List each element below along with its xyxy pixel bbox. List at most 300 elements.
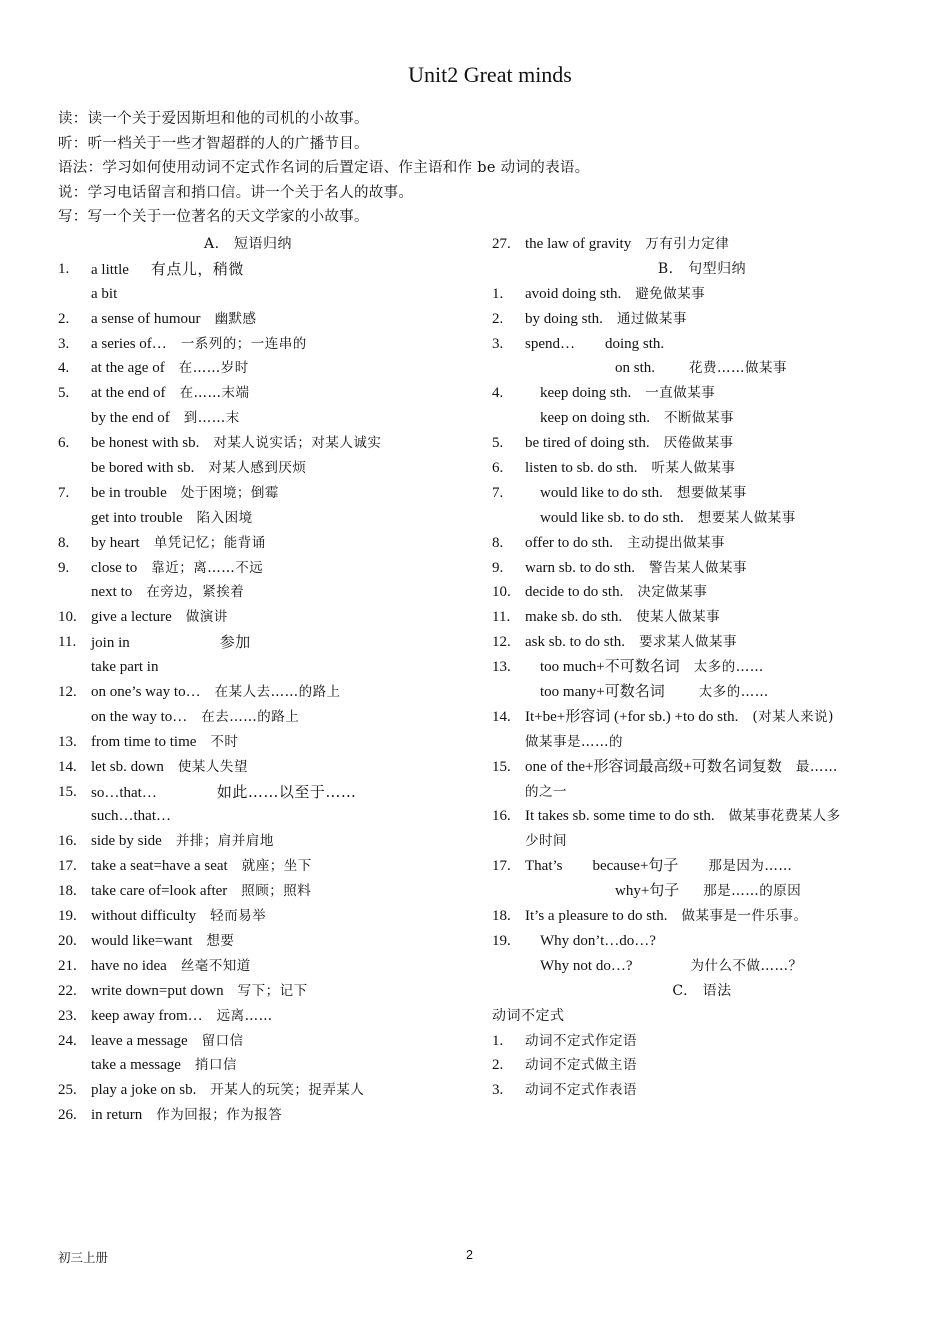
section-heading-text: B. 句型归纳 (657, 260, 747, 277)
english-phrase: on the way to… (91, 708, 188, 725)
item-number: 2. (58, 310, 70, 327)
phrase-row (58, 1029, 478, 1054)
chinese-meaning: 主动提出做某事 (627, 534, 726, 551)
phrase-row (58, 929, 478, 954)
phrase-body (525, 780, 567, 805)
item-number: 8. (58, 534, 70, 551)
section-heading (492, 257, 912, 282)
phrase-body (91, 655, 172, 680)
phrase-row (492, 1053, 912, 1078)
phrase-row (492, 605, 912, 630)
phrase-body (525, 829, 567, 854)
item-number: 3. (58, 335, 70, 352)
right-column (492, 232, 912, 1103)
phrase-row (58, 979, 478, 1004)
phrase-row (492, 879, 912, 904)
chinese-meaning: 开某人的玩笑；捉弄某人 (210, 1082, 365, 1099)
item-number: 6. (492, 460, 504, 477)
english-phrase: a series of… (91, 335, 167, 352)
item-number: 19. (58, 908, 77, 925)
phrase-body (91, 904, 266, 929)
phrase-row (58, 680, 478, 705)
english-phrase: spend… doing sth. (525, 335, 665, 352)
phrase-row (492, 755, 912, 780)
item-number: 21. (58, 957, 77, 974)
chinese-meaning: 到……末 (183, 410, 240, 427)
chinese-meaning: 做某事是一件乐事。 (681, 908, 808, 925)
footer-book-label: 初三上册 (58, 1250, 109, 1265)
phrase-body (525, 755, 838, 780)
chinese-meaning: 万有引力定律 (645, 236, 730, 252)
phrase-row (58, 1053, 478, 1078)
phrase-row (58, 381, 478, 406)
chinese-meaning: 如此……以至于…… (216, 782, 357, 801)
phrase-row (58, 580, 478, 605)
item-number: 6. (58, 435, 70, 452)
phrase-body (91, 307, 257, 332)
chinese-meaning: 动词不定式做主语 (525, 1057, 637, 1074)
phrase-row (58, 307, 478, 332)
item-number: 22. (58, 982, 77, 999)
phrase-body (525, 705, 834, 730)
phrase-row (492, 630, 912, 655)
chinese-meaning: 的之一 (525, 783, 567, 800)
item-number: 11. (58, 634, 77, 651)
phrase-row (58, 1004, 478, 1029)
phrase-body (525, 556, 747, 581)
phrase-row (58, 1078, 478, 1103)
english-phrase: one of the+形容词最高级+可数名词复数 (525, 758, 782, 775)
phrase-body (525, 929, 670, 954)
phrase-body (91, 804, 185, 829)
english-phrase: let sb. down (91, 758, 164, 775)
chinese-meaning: 在……末端 (179, 385, 250, 402)
phrase-row (58, 755, 478, 780)
chinese-meaning: 作为回报；作为报答 (156, 1107, 283, 1124)
chinese-meaning: 避免做某事 (635, 285, 706, 302)
phrase-row (492, 580, 912, 605)
phrase-row (58, 730, 478, 755)
item-number: 17. (492, 858, 511, 875)
phrase-body (91, 680, 341, 705)
english-phrase: next to (91, 584, 133, 601)
english-phrase: so…that… (91, 784, 157, 801)
chinese-meaning: 想要某人做某事 (697, 509, 796, 526)
item-number: 12. (492, 634, 511, 651)
chinese-meaning: 处于困境；倒霉 (180, 484, 279, 501)
phrase-body (91, 406, 240, 431)
section-heading-text: C. 语法 (672, 982, 732, 999)
phrase-row (492, 954, 912, 979)
phrase-body (525, 431, 734, 456)
english-phrase: Why not do…? (525, 957, 633, 974)
phrase-row (58, 506, 478, 531)
phrase-row (492, 531, 912, 556)
item-number: 8. (492, 534, 504, 551)
phrase-row (492, 332, 912, 357)
phrase-body (525, 630, 737, 655)
chinese-meaning: 为什么不做……？ (690, 957, 803, 974)
phrase-body (91, 1029, 244, 1054)
english-phrase: give a lecture (91, 609, 172, 626)
item-number: 1. (492, 285, 504, 302)
phrase-body (525, 680, 769, 705)
phrase-body (91, 506, 253, 531)
phrase-body (525, 282, 705, 307)
item-number: 18. (58, 883, 77, 900)
english-phrase: from time to time (91, 733, 197, 750)
intro-line-read: 读：读一个关于爱因斯坦和他的司机的小故事。 (58, 111, 369, 127)
english-phrase: close to (91, 559, 138, 576)
chinese-meaning: 照顾；照料 (241, 883, 312, 900)
english-phrase: without difficulty (91, 908, 197, 925)
phrase-body (525, 954, 802, 979)
chinese-meaning: 太多的…… (698, 684, 769, 701)
phrase-row (492, 232, 912, 257)
english-phrase: take a seat=have a seat (91, 858, 228, 875)
item-number: 2. (492, 310, 504, 327)
grammar-subheading-text: 动词不定式 (492, 1007, 565, 1024)
chinese-meaning: 单凭记忆；能背诵 (153, 534, 266, 551)
english-phrase: the law of gravity (525, 236, 632, 252)
english-phrase: be tired of doing sth. (525, 435, 650, 452)
phrase-body (91, 1078, 364, 1103)
english-phrase: be in trouble (91, 484, 167, 501)
phrase-row (492, 381, 912, 406)
chinese-meaning: 做演讲 (185, 609, 228, 626)
phrase-body (525, 232, 729, 257)
item-number: 9. (492, 559, 504, 576)
english-phrase: would like=want (91, 932, 193, 949)
item-number: 27. (492, 236, 511, 252)
chinese-meaning: 丝毫不知道 (180, 957, 251, 974)
english-phrase: leave a message (91, 1032, 188, 1049)
english-phrase: be honest with sb. (91, 435, 200, 452)
phrase-row (492, 431, 912, 456)
phrase-row (492, 655, 912, 680)
item-number: 26. (58, 1107, 77, 1124)
phrase-row (58, 356, 478, 381)
phrase-row (492, 680, 912, 705)
phrase-row (492, 854, 912, 879)
english-phrase: take a message (91, 1057, 181, 1074)
phrase-body (525, 456, 736, 481)
phrase-row (58, 780, 478, 805)
english-phrase: a sense of humour (91, 310, 201, 327)
phrase-body (91, 879, 311, 904)
phrase-row (492, 929, 912, 954)
phrase-row (492, 556, 912, 581)
chinese-meaning: 并排；肩并肩地 (175, 833, 274, 850)
phrase-body (91, 705, 299, 730)
english-phrase: by heart (91, 534, 140, 551)
english-phrase: keep doing sth. (525, 385, 632, 402)
item-number: 16. (58, 833, 77, 850)
phrase-row (58, 854, 478, 879)
phrase-row (58, 954, 478, 979)
english-phrase: at the age of (91, 360, 165, 377)
section-heading-text: A. 短语归纳 (203, 236, 293, 252)
phrase-body (525, 605, 720, 630)
chinese-meaning: 做某事花费某人多 (728, 808, 841, 825)
phrase-body (91, 929, 234, 954)
phrase-row (492, 481, 912, 506)
intro-line-speak: 说：学习电话留言和捎口信。讲一个关于名人的故事。 (58, 184, 414, 201)
phrase-row (492, 1078, 912, 1103)
item-number: 10. (58, 609, 77, 626)
phrase-row (58, 705, 478, 730)
item-number: 7. (58, 484, 70, 501)
phrase-body (91, 1004, 273, 1029)
phrase-body (91, 605, 228, 630)
item-number: 1. (58, 260, 70, 277)
chinese-meaning: 在某人去……的路上 (214, 684, 341, 701)
item-number: 5. (58, 385, 70, 402)
phrase-row (58, 531, 478, 556)
phrase-row (492, 829, 912, 854)
page-number: 2 (466, 1248, 473, 1262)
phrase-body (525, 381, 715, 406)
english-phrase: have no idea (91, 957, 167, 974)
chinese-meaning: 幽默感 (214, 310, 257, 327)
chinese-meaning: 在去……的路上 (201, 708, 300, 725)
english-phrase: in return (91, 1107, 143, 1124)
item-number: 14. (58, 758, 77, 775)
item-number: 5. (492, 435, 504, 452)
english-phrase: be bored with sb. (91, 460, 195, 477)
phrase-body (525, 580, 707, 605)
phrase-body (91, 531, 266, 556)
english-phrase: ask sb. to do sth. (525, 634, 626, 651)
item-number: 12. (58, 684, 77, 701)
chinese-meaning: 参加 (219, 633, 251, 652)
english-phrase: too much+不可数名词 (525, 659, 680, 676)
english-phrase: keep away from… (91, 1007, 203, 1024)
chinese-meaning: 在……岁时 (178, 360, 249, 377)
phrase-body (91, 730, 238, 755)
item-number: 3. (492, 1082, 504, 1099)
english-phrase: take care of=look after (91, 883, 228, 900)
phrase-row (492, 904, 912, 929)
chinese-meaning: 厌倦做某事 (663, 435, 734, 452)
phrase-row (58, 481, 478, 506)
english-phrase: by doing sth. (525, 310, 603, 327)
phrase-body (91, 979, 308, 1004)
item-number: 4. (58, 360, 70, 377)
intro-line-write: 写：写一个关于一位著名的天文学家的小故事。 (58, 209, 369, 225)
phrase-body (91, 381, 250, 406)
english-phrase: on one’s way to… (91, 684, 201, 701)
phrase-row (492, 804, 912, 829)
phrase-body (91, 1053, 237, 1078)
chinese-meaning: 要求某人做某事 (639, 634, 738, 651)
chinese-meaning: 想要做某事 (676, 484, 747, 501)
phrase-row (58, 829, 478, 854)
phrase-row (58, 282, 478, 307)
phrase-body (91, 954, 251, 979)
chinese-meaning: 靠近；离……不远 (151, 559, 264, 576)
phrase-body (525, 655, 764, 680)
phrase-body (525, 332, 678, 357)
chinese-meaning: 使某人做某事 (636, 609, 721, 626)
chinese-meaning: 不时 (210, 733, 239, 750)
grammar-subheading (492, 1004, 912, 1029)
phrase-body (525, 879, 801, 904)
chinese-meaning: 动词不定式作定语 (525, 1032, 637, 1049)
phrase-body (525, 804, 841, 829)
phrase-row (58, 904, 478, 929)
chinese-meaning: 留口信 (201, 1032, 244, 1049)
chinese-meaning: 通过做某事 (616, 310, 687, 327)
chinese-meaning: 使某人失望 (177, 758, 248, 775)
phrase-row (58, 332, 478, 357)
chinese-meaning: 那是……的原因 (703, 883, 802, 900)
phrase-row (492, 730, 912, 755)
chinese-meaning: (对某人来说) (752, 708, 834, 725)
chinese-meaning: 写下；记下 (237, 982, 308, 999)
english-phrase: a bit (91, 285, 118, 302)
english-phrase: decide to do sth. (525, 584, 624, 601)
english-phrase: It takes sb. some time to do sth. (525, 808, 715, 825)
english-phrase: would like to do sth. (525, 484, 663, 501)
phrase-row (58, 431, 478, 456)
item-number: 4. (492, 385, 504, 402)
english-phrase: It’s a pleasure to do sth. (525, 908, 668, 925)
phrase-row (492, 506, 912, 531)
phrase-body (91, 481, 279, 506)
phrase-body (91, 257, 244, 283)
phrase-row (492, 705, 912, 730)
chinese-meaning: 一系列的；一连串的 (180, 335, 307, 352)
english-phrase: offer to do sth. (525, 534, 614, 551)
chinese-meaning: 决定做某事 (637, 584, 708, 601)
phrase-body (91, 431, 381, 456)
english-phrase: by the end of (91, 410, 170, 427)
english-phrase: That’s because+句子 (525, 858, 679, 875)
english-phrase: play a joke on sb. (91, 1082, 197, 1099)
chinese-meaning: 最…… (795, 758, 838, 775)
phrase-body (525, 356, 787, 381)
phrase-body (525, 531, 725, 556)
phrase-row (58, 879, 478, 904)
phrase-body (91, 556, 263, 581)
chinese-meaning: 捎口信 (194, 1057, 237, 1074)
phrase-body (525, 854, 792, 879)
phrase-row (492, 282, 912, 307)
phrase-body (525, 1053, 637, 1078)
phrase-row (58, 1103, 478, 1128)
intro-line-grammar: 语法：学习如何使用动词不定式作名词的后置定语、作主语和作 be 动词的表语。 (58, 160, 590, 176)
phrase-row (492, 456, 912, 481)
english-phrase: join in (91, 635, 130, 652)
phrase-body (91, 829, 274, 854)
phrase-body (91, 755, 248, 780)
english-phrase: take part in (91, 659, 159, 676)
english-phrase: get into trouble (91, 509, 183, 526)
phrase-body (525, 406, 734, 431)
english-phrase: Why don’t…do…? (525, 932, 656, 949)
chinese-meaning: 太多的…… (693, 659, 764, 676)
item-number: 17. (58, 858, 77, 875)
chinese-meaning: 动词不定式作表语 (525, 1082, 637, 1099)
chinese-meaning: 花费……做某事 (689, 360, 788, 377)
chinese-meaning: 听某人做某事 (651, 460, 736, 477)
chinese-meaning: 一直做某事 (645, 385, 716, 402)
phrase-row (58, 456, 478, 481)
english-phrase: make sb. do sth. (525, 609, 623, 626)
page-title: Unit2 Great minds (408, 62, 572, 87)
item-number: 15. (58, 783, 77, 800)
chinese-meaning: 做某事是……的 (525, 733, 623, 750)
item-number: 1. (492, 1032, 504, 1049)
phrase-body (91, 456, 306, 481)
phrase-row (58, 406, 478, 431)
item-number: 7. (492, 484, 504, 501)
phrase-body (91, 1103, 282, 1128)
item-number: 18. (492, 908, 511, 925)
chinese-meaning: 有点儿，稍微 (150, 259, 244, 278)
phrase-row (58, 655, 478, 680)
intro-line-listen: 听：听一档关于一些才智超群的人的广播节目。 (58, 135, 369, 152)
chinese-meaning: 对某人说实话；对某人诚实 (213, 435, 382, 452)
item-number: 24. (58, 1032, 77, 1049)
english-phrase: on sth. (525, 360, 656, 377)
english-phrase: too many+可数名词 (525, 684, 665, 701)
chinese-meaning: 对某人感到厌烦 (208, 460, 307, 477)
item-number: 19. (492, 932, 511, 949)
english-phrase: such…that… (91, 808, 171, 825)
phrase-row (492, 406, 912, 431)
english-phrase: a little (91, 261, 129, 278)
left-column (58, 232, 478, 1128)
phrase-body (525, 307, 687, 332)
english-phrase: listen to sb. do sth. (525, 460, 638, 477)
phrase-body (91, 854, 312, 879)
english-phrase: why+句子 (525, 883, 680, 900)
phrase-body (91, 630, 251, 656)
phrase-row (58, 804, 478, 829)
section-heading (58, 232, 478, 257)
item-number: 14. (492, 708, 511, 725)
phrase-body (91, 356, 249, 381)
english-phrase: warn sb. to do sth. (525, 559, 635, 576)
chinese-meaning: 在旁边，紧挨着 (146, 584, 245, 601)
phrase-body (91, 780, 356, 806)
phrase-body (525, 1078, 637, 1103)
chinese-meaning: 警告某人做某事 (649, 559, 747, 576)
phrase-row (58, 630, 478, 655)
chinese-meaning: 不断做某事 (664, 410, 734, 427)
phrase-row (58, 257, 478, 282)
phrase-body (525, 904, 807, 929)
chinese-meaning: 陷入困境 (196, 509, 253, 526)
item-number: 15. (492, 758, 511, 775)
item-number: 25. (58, 1082, 77, 1099)
item-number: 2. (492, 1057, 504, 1074)
item-number: 20. (58, 932, 77, 949)
item-number: 10. (492, 584, 511, 601)
chinese-meaning: 就座；坐下 (241, 858, 312, 875)
phrase-row (492, 307, 912, 332)
english-phrase: at the end of (91, 385, 166, 402)
item-number: 16. (492, 808, 511, 825)
item-number: 13. (58, 733, 77, 750)
intro-block (58, 107, 918, 230)
phrase-row (58, 556, 478, 581)
english-phrase: keep on doing sth. (525, 410, 650, 427)
phrase-body (525, 730, 623, 755)
chinese-meaning: 少时间 (525, 833, 567, 850)
